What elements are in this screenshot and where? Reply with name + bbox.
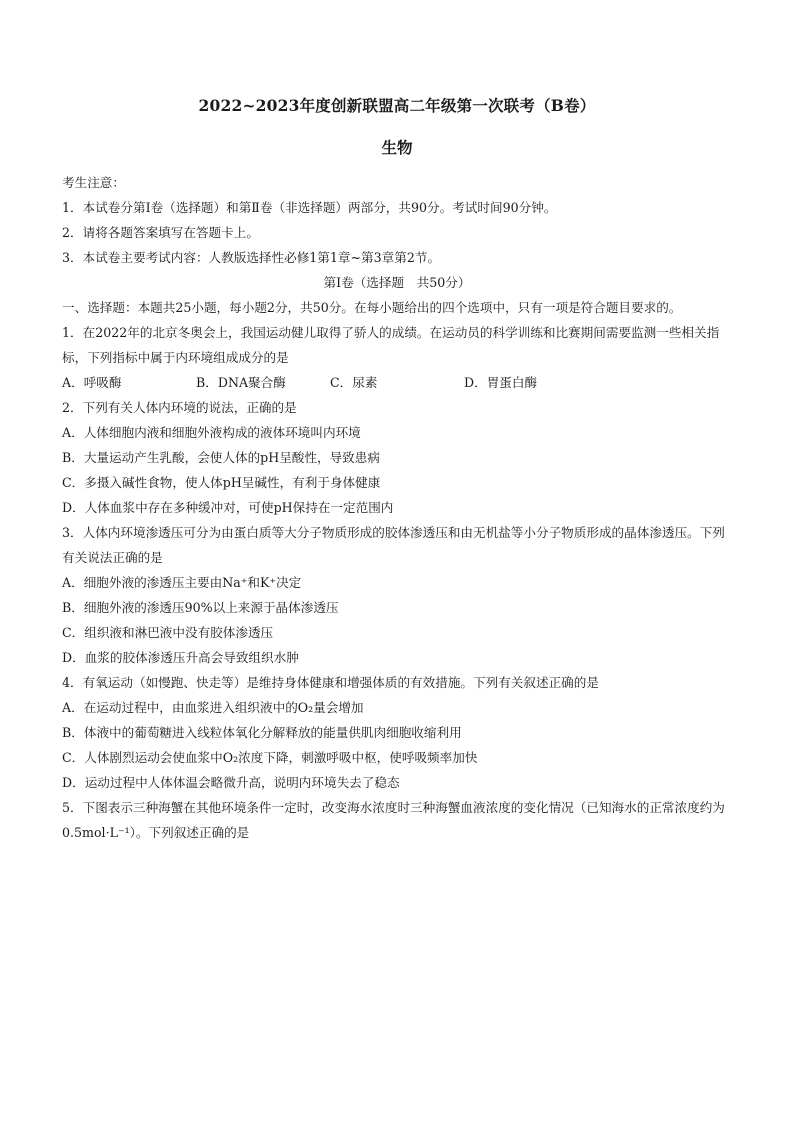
- exam-body: [62, 170, 732, 845]
- option: B．大量运动产生乳酸，会使人体的pH呈酸性，导致患病: [62, 450, 380, 465]
- option: D．血浆的胶体渗透压升高会导致组织水肿: [62, 650, 299, 665]
- question-options: [62, 370, 732, 395]
- question-stem: 4．有氧运动（如慢跑、快走等）是维持身体健康和增强体质的有效措施。下列有关叙述正确的是: [62, 675, 599, 690]
- option: A．在运动过程中，由血浆进入组织液中的O₂量会增加: [62, 700, 364, 715]
- question-stem: 3．人体内环境渗透压可分为由蛋白质等大分子物质形成的胶体渗透压和由无机盐等小分子物质形成的晶体渗透压。下列有关说法正确的是: [62, 525, 725, 565]
- option: A．呼吸酶: [62, 375, 122, 390]
- exam-page: [62, 96, 732, 845]
- notice-item: 1．本试卷分第Ⅰ卷（选择题）和第Ⅱ卷（非选择题）两部分，共90分。考试时间90分钟。: [62, 200, 557, 215]
- option: C．尿素: [330, 375, 378, 390]
- notice-item: 2．请将各题答案填写在答题卡上。: [62, 225, 259, 240]
- exam-title: 2022~2023年度创新联盟高二年级第一次联考（B卷）: [198, 96, 596, 115]
- part1-instruction: 一、选择题：本题共25小题，每小题2分，共50分。在每小题给出的四个选项中，只有一项是符合题目要求的。: [62, 300, 682, 315]
- option: B．DNA聚合酶: [196, 375, 286, 390]
- option: D．运动过程中人体体温会略微升高，说明内环境失去了稳态: [62, 775, 400, 790]
- question-stem: 2．下列有关人体内环境的说法，正确的是: [62, 400, 297, 415]
- option: B．体液中的葡萄糖进入线粒体氧化分解释放的能量供肌肉细胞收缩利用: [62, 725, 462, 740]
- part1-heading: 第Ⅰ卷（选择题 共50分）: [323, 275, 471, 290]
- notice-item: 3．本试卷主要考试内容：人教版选择性必修1第1章~第3章第2节。: [62, 250, 441, 265]
- option: C．人体剧烈运动会使血浆中O₂浓度下降，刺激呼吸中枢，使呼吸频率加快: [62, 750, 478, 765]
- question-stem: 5．下图表示三种海蟹在其他环境条件一定时，改变海水浓度时三种海蟹血液浓度的变化情况（已知海水的正常浓度约为0.5mol·L⁻¹）。下列叙述正确的是: [62, 800, 725, 840]
- option: C．组织液和淋巴液中没有胶体渗透压: [62, 625, 274, 640]
- notice-heading: 考生注意：: [62, 175, 125, 190]
- option: A．人体细胞内液和细胞外液构成的液体环境叫内环境: [62, 425, 361, 440]
- question-stem: 1．在2022年的北京冬奥会上，我国运动健儿取得了骄人的成绩。在运动员的科学训练和比赛期间需要监测一些相关指标，下列指标中属于内环境组成成分的是: [62, 325, 720, 365]
- option: D．人体血浆中存在多种缓冲对，可使pH保持在一定范围内: [62, 500, 394, 515]
- subject-title: 生物: [381, 138, 413, 157]
- option: A．细胞外液的渗透压主要由Na⁺和K⁺决定: [62, 575, 302, 590]
- option: D．胃蛋白酶: [464, 375, 538, 390]
- option: B．细胞外液的渗透压90%以上来源于晶体渗透压: [62, 600, 339, 615]
- option: C．多摄入碱性食物，使人体pH呈碱性，有利于身体健康: [62, 475, 381, 490]
